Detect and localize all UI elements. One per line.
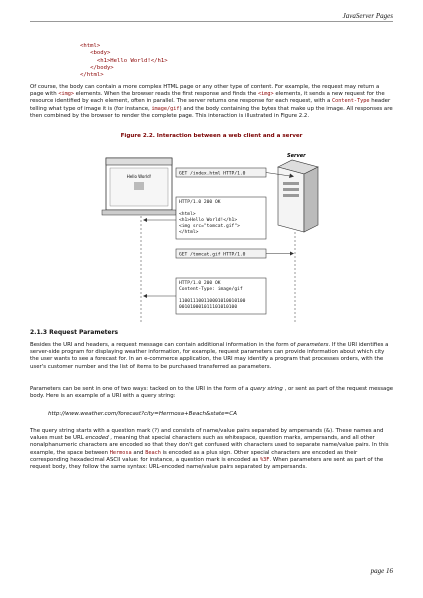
example-url: http://www.weather.com/forecast?city=Hermosa+Beach&state=CA (48, 411, 237, 417)
cat-image (134, 182, 144, 190)
page-number: page 16 (370, 567, 393, 575)
response-2-line: 001010001011101010100 (179, 305, 238, 310)
figure-title: Figure 2.2. Interaction between a web client and a server (120, 133, 303, 139)
response-2-line: Content-Type: image/gif (179, 287, 243, 292)
response-1-line: </html> (179, 230, 199, 235)
page-header-title: JavaServer Pages (342, 12, 393, 20)
browser-heading: Hello World! (126, 174, 152, 179)
code-line: <html> (80, 43, 101, 49)
request-2-line: GET /tomcat.gif HTTP/1.0 (179, 252, 246, 258)
browser-window-illustration (102, 158, 176, 215)
response-1-line: <html> (179, 212, 196, 217)
response-1-line: HTTP/1.0 200 OK (179, 200, 221, 205)
code-line: </body> (80, 64, 114, 71)
response-1-line: <h1>Hello World!</h1> (179, 218, 238, 223)
code-line: <h1>Hello World!</h1> (80, 57, 168, 64)
paragraph-1: Of course, the body can contain a more complex HTML page or any other type of content. For example, the request may return a page with <img> elements. When the browser reads the first response and finds the <img> elements, it sends a new request for the resource identified by each element, often in parallel. The server returns one response for each request, with a Content-Type header telling what type of image it is (for instance, image/gif) and the body containing the bytes that make up the image. All responses are then combined by the browser to render the complete page. This interaction is illustrated in Figure 2.2. (30, 84, 393, 119)
paragraph-4: The query string starts with a question mark (?) and consists of name/value pairs separated by ampersands (&). These names and values must be URL encoded , meaning that special characters such as whitespace, question marks, ampersands, and all other nonalphanumeric characters are encoded so that they don't get confused with characters used to separate name/value pairs. In this example, the space between Hermosa and Beach is encoded as a plus sign. Other special characters are encoded as their corresponding hexadecimal ASCII value: for instance, a question mark is encoded as %3F. When parameters are sent as part of the request body, they follow the same syntax: URL-encoded name/value pairs separated by ampersands. (30, 428, 389, 471)
server-label: Server (287, 153, 306, 159)
response-2-line: 110011100110001010010100 (179, 299, 246, 304)
paragraph-3: Parameters can be sent in one of two ways: tacked on to the URI in the form of a query string , or sent as part of the request message body. Here is an example of a URI with a query string: (30, 386, 394, 400)
section-heading: 2.1.3 Request Parameters (30, 329, 119, 336)
code-line: <body> (80, 50, 111, 57)
request-1-line: GET /index.html HTTP/1.0 (179, 171, 246, 177)
response-2-line: HTTP/1.0 200 OK (179, 281, 221, 286)
code-line: </html> (80, 72, 104, 79)
paragraph-2: Besides the URI and headers, a request message can contain additional information in the form of parameters. If the URI identifies a server-side program for displaying weather information, for example, request parameters can provide information about which city the user wants to see a forecast for. In an e-commerce application, the URI may identify a program that processes orders, with the user's customer number and the list of items to be purchased transferred as parameters. (30, 342, 389, 370)
server-illustration (278, 160, 318, 232)
response-1-line: <img src="tomcat.gif"> (179, 224, 240, 229)
